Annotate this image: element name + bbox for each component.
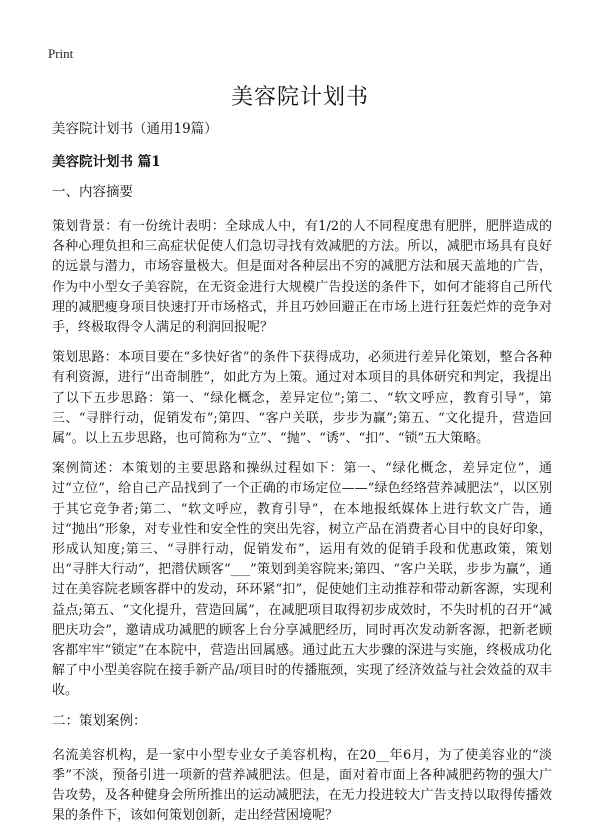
chapter-heading: 美容院计划书 篇1: [52, 154, 161, 170]
paragraph-background: 策划背景：有一份统计表明：全球成人中，有1/2的人不同程度患有肥胖，肥胖造成的各种心理负担和三高症状促使人们急切寻找有效减肥的方法。所以，减肥市场具有良好的远景与潜力，市场容量极大。但是面对各种层出不穷的减肥方法和展天盖地的广告，作为中小型女子美容院，在无资金进行大规模广告投送的条件下，如何才能将自己所代理的减肥瘦身项目快速打开市场格式，并且巧妙回避正在市场上进行狂轰烂炸的竞争对手，终极取得令人满足的利润回报呢？: [52, 219, 552, 336]
section-heading-case: 二：策划案例：: [52, 712, 147, 729]
document-body: [52, 120, 552, 836]
section-heading-summary: 一、内容摘要: [52, 184, 133, 200]
paragraph-case-brief: 案例简述：本策划的主要思路和操纵过程如下：第一、“绿化概念，差异定位”，通过“立位”，给自己产品找到了一个正确的市场定位——“绿色经络营养减肥法”，以区别于其它竞争者;第二、“软文呼应，教育引导”，在本地报纸媒体上进行软文广告，通过“抛出”形象，对专业性和安全性的突出先容，树立产品在消费者心目中的良好印象，形成认知度;第三、“寻胖行动，促销发布”，运用有效的促销手段和优惠政策，策划出“寻胖大行动”，把潜伏顾客“___”策划到美容院来;第四、“客户关联，步步为赢”，通过在美容院老顾客群中的发动，环环紧“扣”，促使她们主动推荐和带动新客源，实现利益点;第五、“文化提升，营造回属”，在减肥项目取得初步成效时，不失时机的召开“减肥庆功会”，邀请成功减肥的顾客上台分享减肥经历，同时再次发动新客源，把新老顾客都牢牢“锁定”在本院中，营造出回属感。通过此五大步骤的深进与实施，终极成功化解了中小型美容院在接手新产品/项目时的传播瓶颈，实现了经济效益与社会效益的双丰收。: [52, 461, 552, 699]
paragraph-strategy: 策划思路：本项目要在“多快好省”的条件下获得成功，必须进行差异化策划，整合各种有利资源，进行“出奇制胜”，如此方为上策。通过对本项目的具体研究和判定，我提出了以下五步思路：第一、“绿化概念，差异定位”;第二、“软文呼应，教育引导”，第三、“寻胖行动，促销发布”;第四、“客户关联，步步为赢”;第五、“文化提升，营造回属”。以上五步思路，也可简称为“立”、“抛”、“诱”、“扣”、“锁”五大策略。: [52, 350, 552, 447]
document-title: 美容院计划书: [230, 85, 369, 110]
print-label[interactable]: Print: [48, 46, 74, 61]
document-subtitle: 美容院计划书（通用19篇）: [52, 121, 218, 137]
paragraph-case: 名流美容机构，是一家中小型专业女子美容机构，在20__年6月，为了使美容业的“淡季”不淡，预备引进一项新的营养减肥法。但是，面对着市面上各种减肥药物的强大广告攻势，及各种健身会所所推出的运动减肥法，在无力投进较大广告支持以取得传播效果的条件下，该如何策划创新，走出经营困境呢？: [52, 747, 552, 824]
